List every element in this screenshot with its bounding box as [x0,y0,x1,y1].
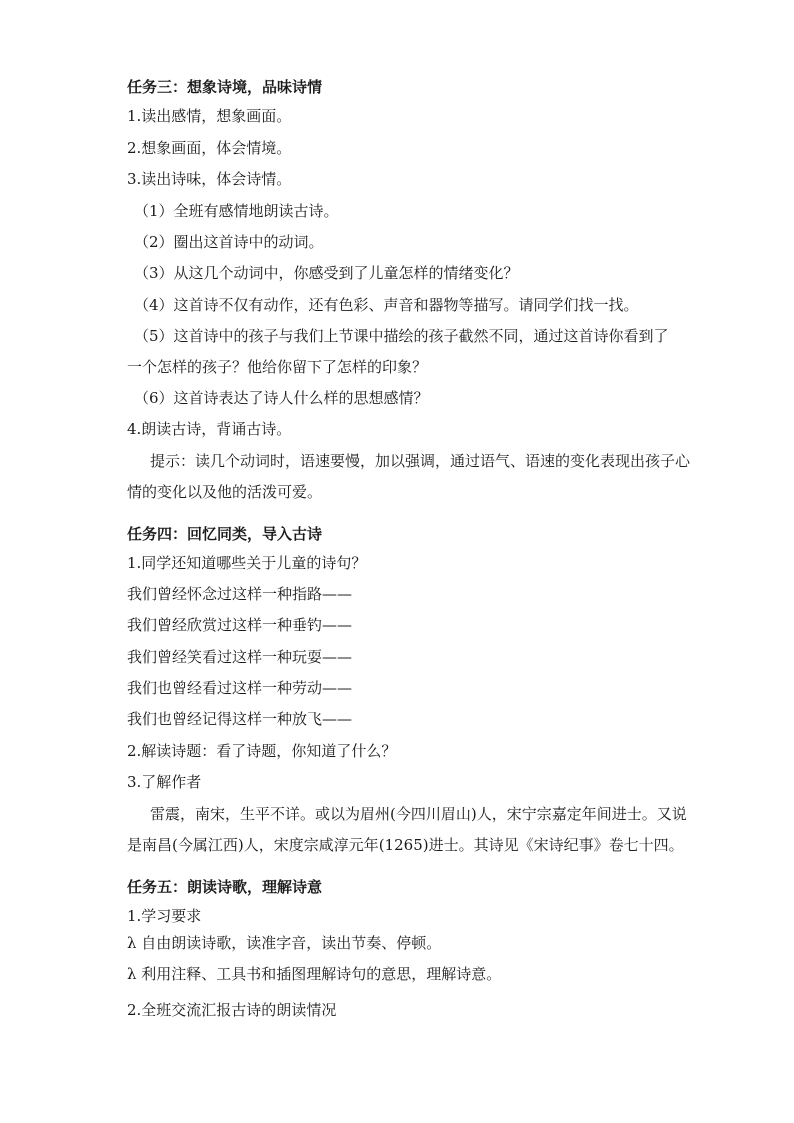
section5-line: 2.全班交流汇报古诗的朗读情况 [127,1001,337,1019]
section5-bullet: λ 利用注释、工具书和插图理解诗句的意思，理解诗意。 [127,965,502,983]
section3-line: 1.读出感情，想象画面。 [127,107,292,125]
section4-line: 我们曾经怀念过这样一种指路—— [127,585,353,603]
section3-line: （2）圈出这首诗中的动词。 [134,233,324,251]
section5-bullet: λ 自由朗读诗歌，读准字音，读出节奏、停顿。 [127,934,442,952]
section3-tip: 情的变化以及他的活泼可爱。 [127,483,323,501]
section3-line: 4.朗读古诗，背诵古诗。 [127,420,292,438]
section4-line: 我们曾经笑看过这样一种玩耍—— [127,648,353,666]
section4-line: 我们曾经欣赏过这样一种垂钓—— [127,616,353,634]
section3-line: 3.读出诗味，体会诗情。 [127,170,292,188]
section4-author: 雷震，南宋，生平不详。或以为眉州(今四川眉山)人，宋宁宗嘉定年间进士。又说 [150,805,687,823]
section4-line: 2.解读诗题：看了诗题，你知道了什么？ [127,742,397,760]
section4-line: 我们也曾经看过这样一种劳动—— [127,679,353,697]
section4-line: 3.了解作者 [127,773,202,791]
section3-line: （6）这首诗表达了诗人什么样的思想感情？ [134,389,429,407]
section3-line: 一个怎样的孩子？他给你留下了怎样的印象？ [127,358,428,376]
section3-line: （4）这首诗不仅有动作，还有色彩、声音和器物等描写。请同学们找一找。 [134,296,639,314]
section3-line: （5）这首诗中的孩子与我们上节课中描绘的孩子截然不同，通过这首诗你看到了 [134,327,669,345]
section4-line: 我们也曾经记得这样一种放飞—— [127,710,353,728]
section4-author: 是南昌(今属江西)人，宋度宗咸淳元年(1265)进士。其诗见《宋诗纪事》卷七十四。 [127,836,684,854]
section3-tip: 提示：读几个动词时，语速要慢，加以强调，通过语气、语速的变化表现出孩子心 [150,452,691,470]
section3-line: （3）从这几个动词中，你感受到了儿童怎样的情绪变化？ [134,264,519,282]
section3-heading: 任务三：想象诗境，品味诗情 [127,78,323,96]
section5-heading: 任务五：朗读诗歌，理解诗意 [127,878,323,896]
section5-line: 1.学习要求 [127,907,202,925]
section3-line: （1）全班有感情地朗读古诗。 [134,202,339,220]
section3-line: 2.想象画面，体会情境。 [127,139,292,157]
section4-heading: 任务四：回忆同类，导入古诗 [127,525,323,543]
section4-line: 1.同学还知道哪些关于儿童的诗句？ [127,554,367,572]
